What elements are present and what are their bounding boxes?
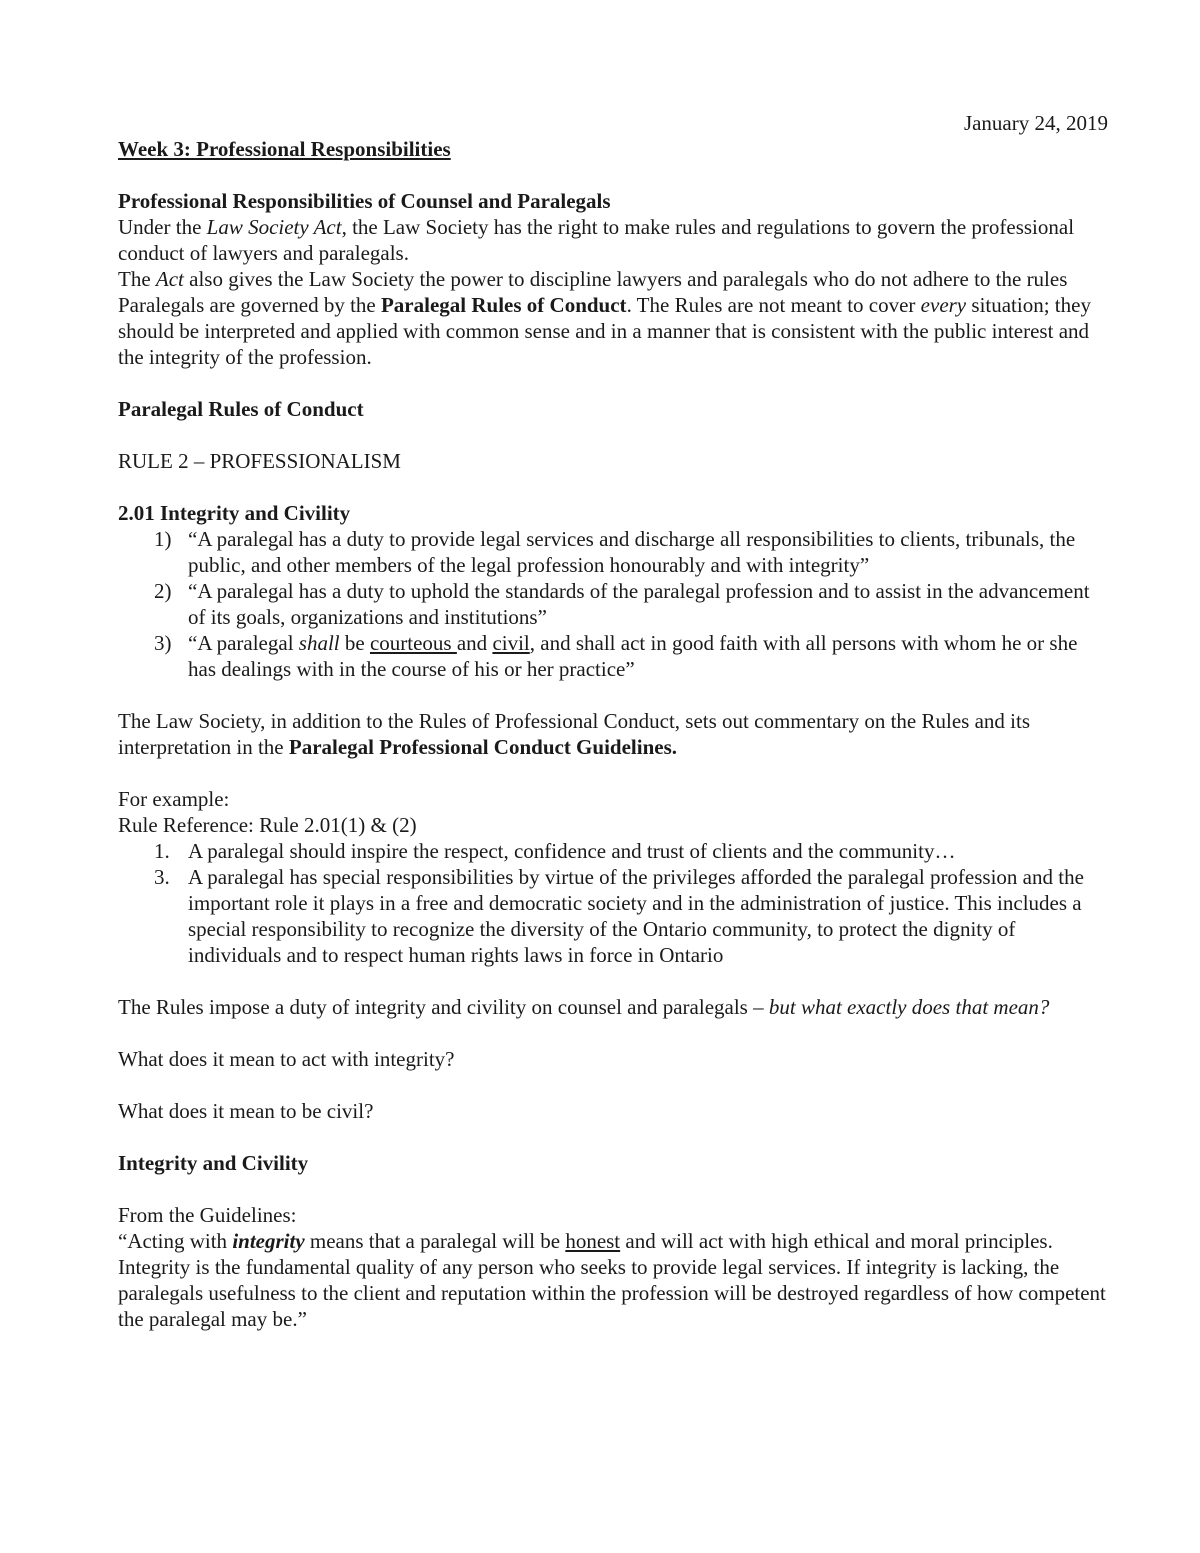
section-heading-professional-responsibilities: Professional Responsibilities of Counsel and Paralegals <box>118 189 611 213</box>
rule-reference: Rule Reference: Rule 2.01(1) & (2) <box>118 813 417 837</box>
list-item: 1. A paralegal should inspire the respect, confidence and trust of clients and the community… <box>154 839 956 863</box>
guideline-list <box>118 838 1108 968</box>
paragraph-paralegals-governed: Paralegals are governed by the Paralegal Rules of Conduct. The Rules are not meant to cover every situation; they should be interpreted and applied with common sense and in a manner that is consistent with the public interest and the integrity of the profession. <box>118 293 1091 369</box>
paragraph-commentary: The Law Society, in addition to the Rules of Professional Conduct, sets out commentary on the Rules and its interpretation in the Paralegal Professional Conduct Guidelines. <box>118 709 1030 759</box>
paragraph-integrity-quote: “Acting with integrity means that a paralegal will be honest and will act with high ethical and moral principles. Integrity is the fundamental quality of any person who seeks to provide legal services. If integrity is lacking, the paralegals usefulness to the client and reputation within the profession will be destroyed regardless of how competent the paralegal may be.” <box>118 1229 1106 1331</box>
document-page <box>118 110 1108 1332</box>
question-integrity: What does it mean to act with integrity? <box>118 1047 455 1071</box>
rule-title: RULE 2 – PROFESSIONALISM <box>118 449 401 473</box>
subheading-integrity-civility: 2.01 Integrity and Civility <box>118 501 351 525</box>
for-example-label: For example: <box>118 787 230 811</box>
list-item: 2) “A paralegal has a duty to uphold the standards of the paralegal profession and to assist in the advancement of its goals, organizations and institutions” <box>154 579 1090 629</box>
paragraph-act-discipline: The Act also gives the Law Society the power to discipline lawyers and paralegals who do not adhere to the rules <box>118 267 1068 291</box>
document-date: January 24, 2019 <box>963 111 1108 135</box>
rule-list <box>118 526 1108 682</box>
paragraph-law-society-act: Under the Law Society Act, the Law Society has the right to make rules and regulations to govern the professional conduct of lawyers and paralegals. <box>118 215 1075 265</box>
list-item: 3. A paralegal has special responsibilities by virtue of the privileges afforded the paralegal profession and the important role it plays in a free and democratic society and in the administration of justice. This includes a special responsibility to recognize the diversity of the Ontario community, to protect the dignity of individuals and to respect human rights laws in force in Ontario <box>154 865 1084 967</box>
section-heading-integrity-civility: Integrity and Civility <box>118 1151 309 1175</box>
paragraph-duty: The Rules impose a duty of integrity and civility on counsel and paralegals – but what exactly does that mean? <box>118 995 1050 1019</box>
question-civil: What does it mean to be civil? <box>118 1099 374 1123</box>
list-item: 3) “A paralegal shall be courteous and civil, and shall act in good faith with all persons with whom he or she has dealings with in the course of his or her practice” <box>154 631 1078 681</box>
list-item: 1) “A paralegal has a duty to provide legal services and discharge all responsibilities to clients, tribunals, the public, and other members of the legal profession honourably and with integrity” <box>154 527 1076 577</box>
page-title: Week 3: Professional Responsibilities <box>118 137 451 161</box>
section-heading-paralegal-rules: Paralegal Rules of Conduct <box>118 397 364 421</box>
from-guidelines-label: From the Guidelines: <box>118 1203 297 1227</box>
